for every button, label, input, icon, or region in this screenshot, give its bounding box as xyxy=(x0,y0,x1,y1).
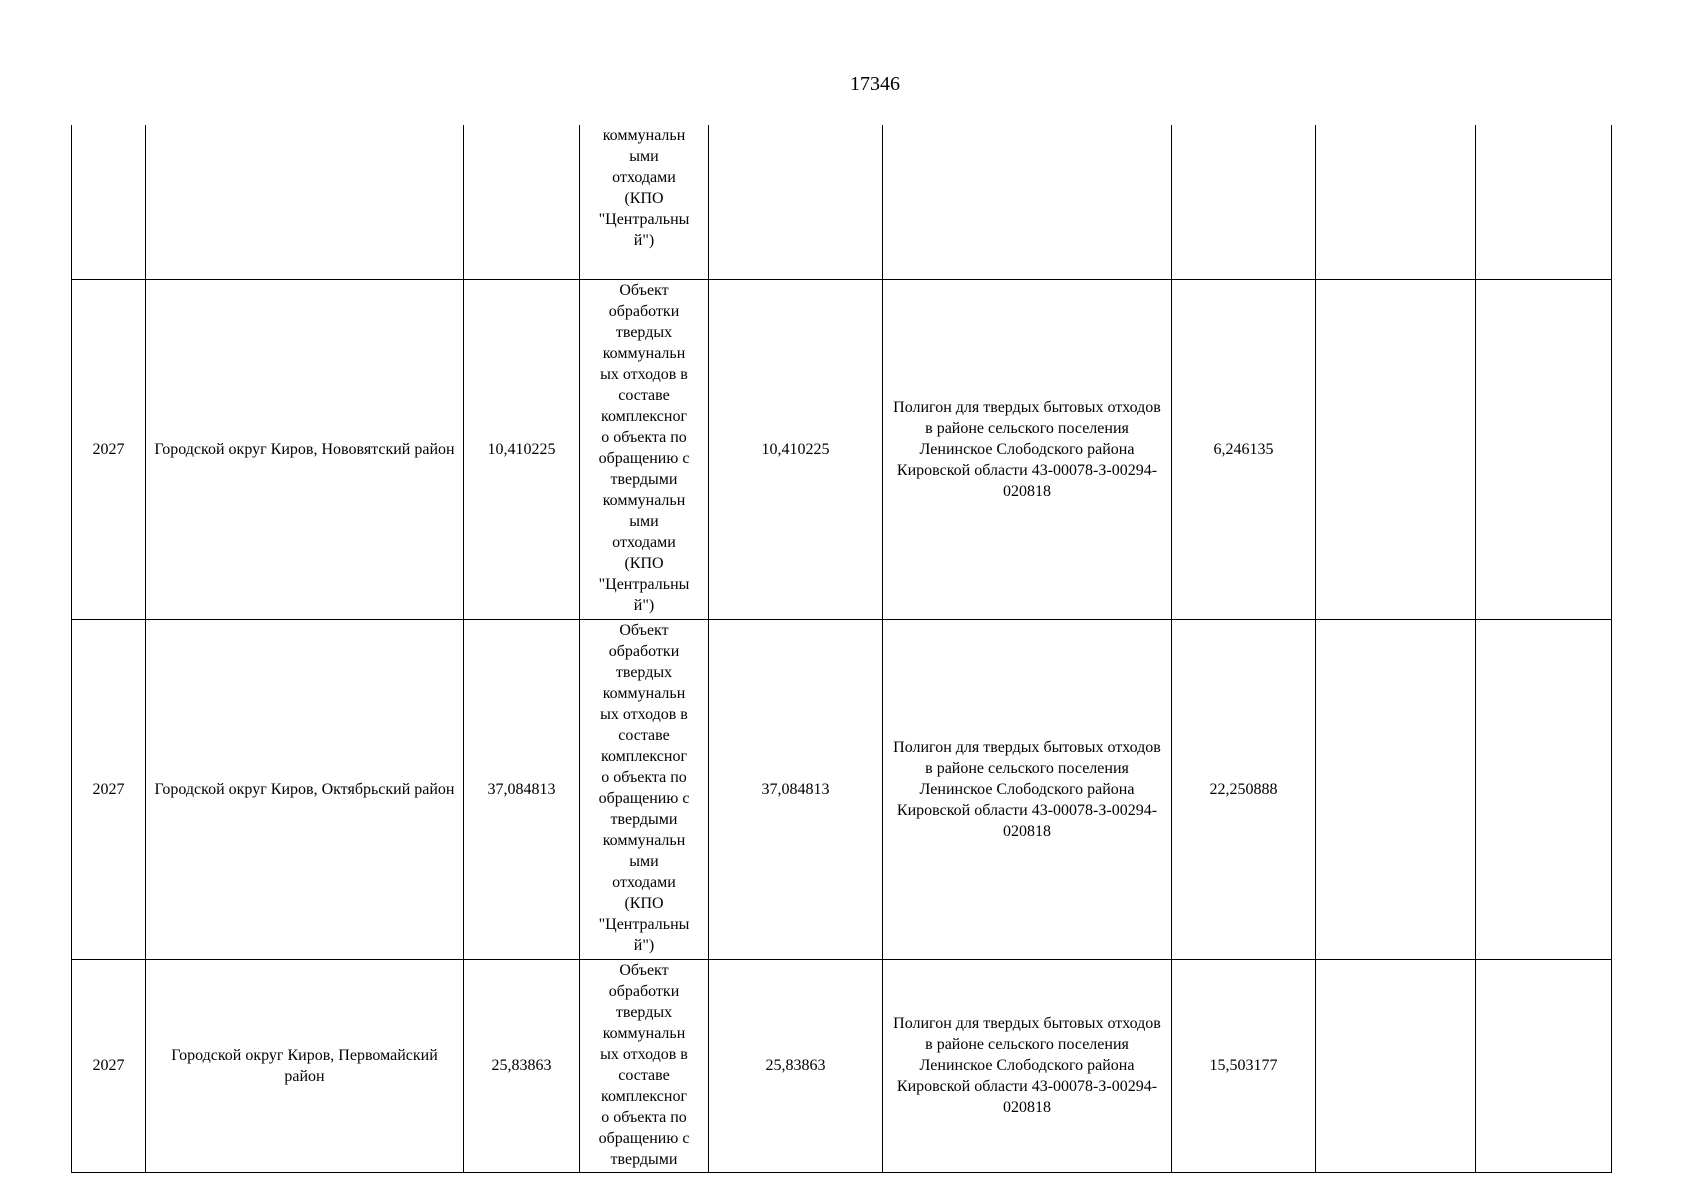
cell-mass-in: 10,410225 xyxy=(464,279,580,619)
cell-mass-to-facility xyxy=(709,125,883,279)
municipality-text: Городской округ Киров, Нововятский район xyxy=(154,440,455,458)
page-number: 17346 xyxy=(850,73,900,95)
cell-col8 xyxy=(1316,619,1476,959)
cell-col9 xyxy=(1476,125,1612,279)
landfill-text: Полигон для твердых бытовых отходов в районе сельского поселения Ленинское Слободского района Кировской области 43-00078-З-00294-020818 xyxy=(893,1015,1161,1116)
municipality-text: Городской округ Киров, Октябрьский район xyxy=(154,780,455,798)
cell-landfill xyxy=(883,619,1172,959)
cell-mass-landfill xyxy=(1172,125,1316,279)
cell-mass-in xyxy=(464,125,580,279)
cell-col9 xyxy=(1476,619,1612,959)
landfill-text: Полигон для твердых бытовых отходов в районе сельского поселения Ленинское Слободского района Кировской области 43-00078-З-00294-020818 xyxy=(893,398,1161,500)
cell-col8 xyxy=(1316,125,1476,279)
cell-facility xyxy=(580,959,709,1172)
table-row xyxy=(72,619,1612,959)
cell-col9 xyxy=(1476,279,1612,619)
data-table xyxy=(71,125,1612,1173)
cell-municipality xyxy=(146,279,464,619)
table-row xyxy=(72,125,1612,279)
cell-col8 xyxy=(1316,279,1476,619)
cell-landfill xyxy=(883,125,1172,279)
cell-municipality xyxy=(146,959,464,1172)
cell-year: 2027 xyxy=(72,959,146,1172)
cell-municipality xyxy=(146,125,464,279)
cell-mass-to-facility: 25,83863 xyxy=(709,959,883,1172)
landfill-text: Полигон для твердых бытовых отходов в районе сельского поселения Ленинское Слободского района Кировской области 43-00078-З-00294-020818 xyxy=(893,738,1161,840)
cell-col9 xyxy=(1476,959,1612,1172)
cell-col8 xyxy=(1316,959,1476,1172)
table-row xyxy=(72,959,1612,1172)
cell-facility xyxy=(580,619,709,959)
cell-landfill xyxy=(883,279,1172,619)
cell-year: 2027 xyxy=(72,279,146,619)
table-row xyxy=(72,279,1612,619)
cell-mass-in: 37,084813 xyxy=(464,619,580,959)
cell-year xyxy=(72,125,146,279)
cell-facility xyxy=(580,279,709,619)
cell-year: 2027 xyxy=(72,619,146,959)
facility-text: коммунальн ыми отходами (КПО "Центральны й") xyxy=(598,127,690,249)
cell-mass-landfill: 22,250888 xyxy=(1172,619,1316,959)
facility-text: Объект обработки твердых коммунальн ых отходов в составе комплексног о объекта по обращению с твердыми коммунальн ыми отходами (КПО "Центральны й") xyxy=(598,281,690,614)
facility-text: Объект обработки твердых коммунальн ых отходов в составе комплексног о объекта по обращению с твердыми xyxy=(598,961,690,1168)
cell-facility xyxy=(580,125,709,279)
cell-mass-to-facility: 37,084813 xyxy=(709,619,883,959)
cell-landfill xyxy=(883,959,1172,1172)
facility-text: Объект обработки твердых коммунальн ых отходов в составе комплексног о объекта по обращению с твердыми коммунальн ыми отходами (КПО "Центральны й") xyxy=(598,621,690,954)
cell-mass-in: 25,83863 xyxy=(464,959,580,1172)
cell-mass-landfill: 15,503177 xyxy=(1172,959,1316,1172)
cell-mass-to-facility: 10,410225 xyxy=(709,279,883,619)
cell-mass-landfill: 6,246135 xyxy=(1172,279,1316,619)
cell-municipality xyxy=(146,619,464,959)
municipality-text: Городской округ Киров, Первомайский район xyxy=(171,1046,438,1085)
